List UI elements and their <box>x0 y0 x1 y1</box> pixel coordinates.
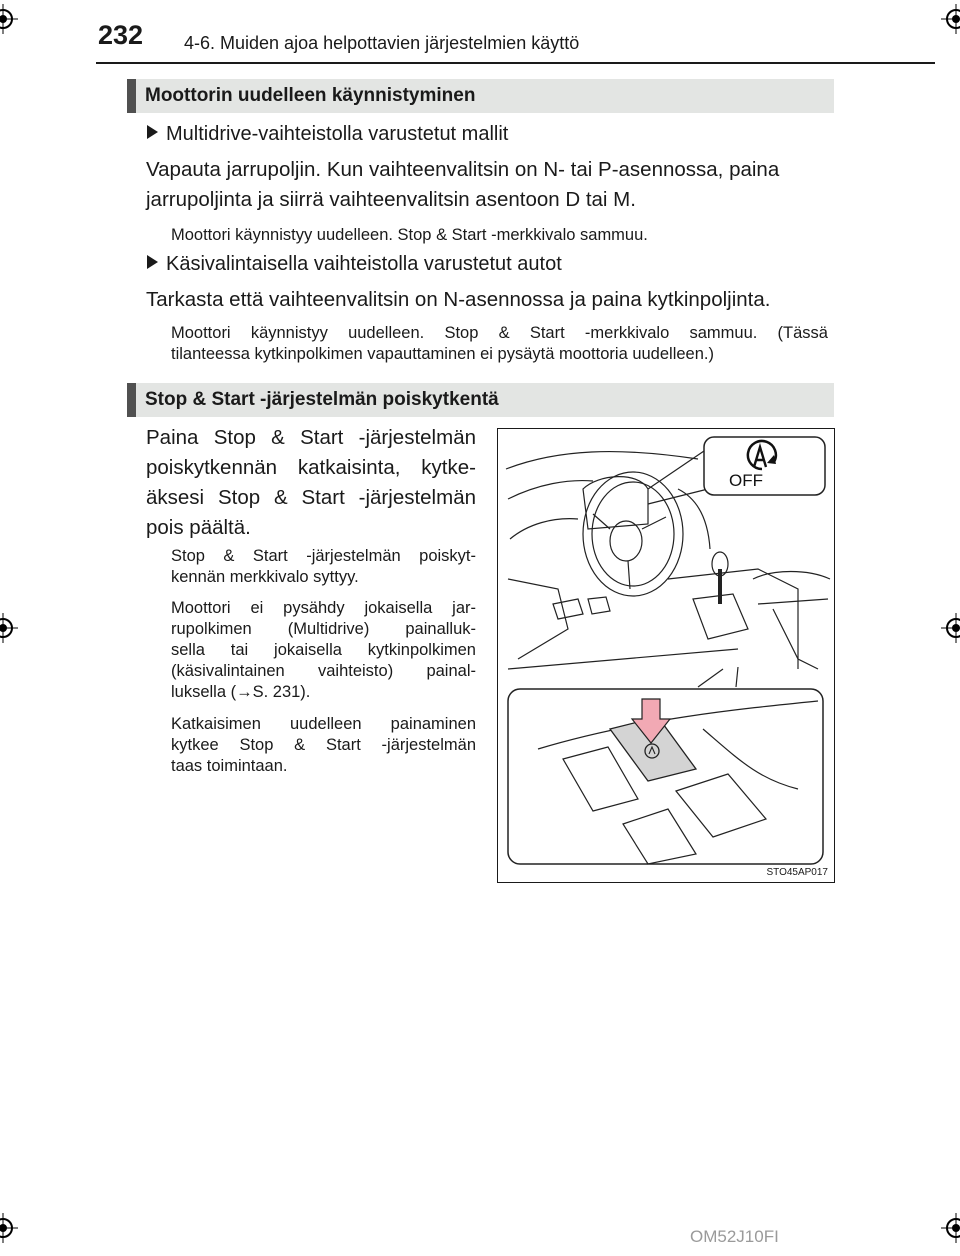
section-heading-disable: Stop & Start -järjestelmän poiskytkentä <box>127 383 834 417</box>
registration-mark-icon <box>941 4 960 34</box>
note-not-stop <box>171 598 476 703</box>
note-line: luksella (→S. 231). <box>171 683 311 701</box>
note-manual <box>171 323 828 365</box>
note-line: Katkaisimen uudelleen painaminen <box>171 715 476 733</box>
bullet-text: Multidrive-vaihteistolla varustetut mallit <box>166 123 509 145</box>
note-reenable <box>171 714 476 777</box>
bullet-triangle-icon <box>147 125 158 139</box>
section-heading-restart: Moottorin uudelleen käynnistyminen <box>127 79 834 113</box>
bullet-multidrive <box>147 123 508 146</box>
bullet-manual <box>147 253 562 276</box>
note-line: tilanteessa kytkinpolkimen vapauttaminen ei pysäytä moottoria uudelleen.) <box>171 345 714 363</box>
note-line: (käsivalintainen vaihteisto) painal- <box>171 662 476 680</box>
header-rule <box>96 62 935 64</box>
note-indicator <box>171 546 476 588</box>
callout-label: OFF <box>729 471 763 490</box>
registration-mark-icon <box>0 613 18 643</box>
note-line: taas toimintaan. <box>171 757 288 775</box>
paragraph-line: jarrupoljinta ja siirrä vaihteenvalitsin asentoon D tai M. <box>146 188 636 211</box>
note-line: sella tai jokaisella kytkinpolkimen <box>171 641 476 659</box>
paragraph-multidrive <box>146 155 779 215</box>
page-number: 232 <box>98 20 144 50</box>
note-line: Moottori ei pysähdy jokaisella jar- <box>171 599 476 617</box>
paragraph-disable <box>146 423 476 543</box>
note-multidrive: Moottori käynnistyy uudelleen. Stop & Start -merkkivalo sammuu. <box>171 226 648 244</box>
note-line: kytkee Stop & Start -järjestelmän <box>171 736 476 754</box>
registration-mark-icon <box>0 1213 18 1243</box>
figure-code: STO45AP017 <box>766 867 828 878</box>
note-line: Stop & Start -järjestelmän poiskyt- <box>171 547 476 565</box>
paragraph-line: äksesi Stop & Start -järjestelmän <box>146 486 476 509</box>
paragraph-line: Paina Stop & Start -järjestelmän <box>146 426 476 449</box>
running-head: 4-6. Muiden ajoa helpottavien järjestelmien käyttö <box>184 33 580 53</box>
car-interior-illustration <box>498 429 833 881</box>
note-line: Moottori käynnistyy uudelleen. Stop & Start -merkkivalo sammuu. (Tässä <box>171 324 828 342</box>
registration-mark-icon <box>0 4 18 34</box>
footer-watermark: OM52J10FI <box>690 1227 779 1246</box>
note-line: kennän merkkivalo syttyy. <box>171 568 359 586</box>
paragraph-line: pois päältä. <box>146 516 251 539</box>
paragraph-line: Vapauta jarrupoljin. Kun vaihteenvalitsin on N- tai P-asennossa, paina <box>146 158 780 181</box>
registration-mark-icon <box>941 613 960 643</box>
paragraph-line: poiskytkennän katkaisinta, kytke- <box>146 456 476 479</box>
note-line: rupolkimen (Multidrive) painalluk- <box>171 620 476 638</box>
bullet-text: Käsivalintaisella vaihteistolla varustetut autot <box>166 253 562 275</box>
registration-mark-icon <box>941 1213 960 1243</box>
bullet-triangle-icon <box>147 255 158 269</box>
figure-stop-start-switch <box>497 428 835 883</box>
paragraph-manual: Tarkasta että vaihteenvalitsin on N-asennossa ja paina kytkinpoljinta. <box>146 288 771 311</box>
